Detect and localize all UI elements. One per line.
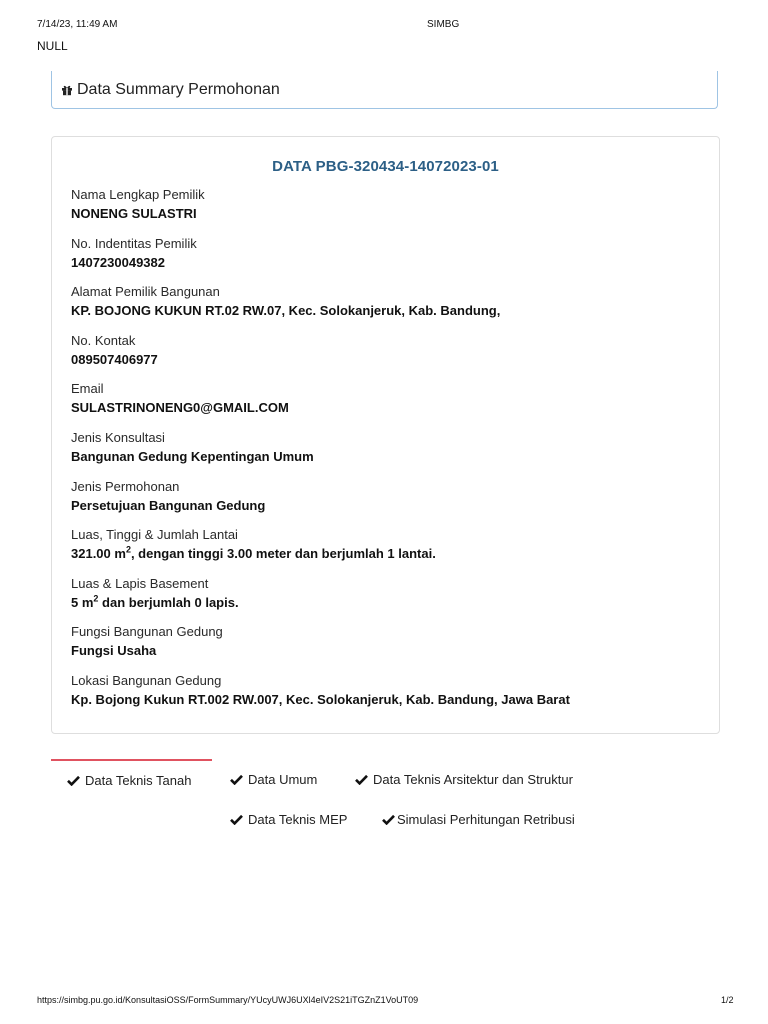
gift-icon bbox=[61, 84, 73, 96]
active-tab-indicator bbox=[51, 759, 212, 761]
summary-header bbox=[51, 71, 718, 109]
value-text: 5 m bbox=[71, 594, 94, 610]
field-area-height-floors bbox=[71, 525, 701, 574]
null-text: NULL bbox=[37, 39, 68, 53]
field-label: Luas, Tinggi & Jumlah Lantai bbox=[71, 527, 238, 543]
check-icon bbox=[382, 814, 395, 825]
field-label: Jenis Konsultasi bbox=[71, 429, 165, 445]
field-consultation-type bbox=[71, 428, 701, 477]
tab-label: Simulasi Perhitungan Retribusi bbox=[397, 812, 575, 827]
value-text: 321.00 m bbox=[71, 546, 126, 562]
summary-card bbox=[51, 136, 720, 734]
value-superscript: 2 bbox=[125, 544, 131, 555]
tab-label: Data Teknis Tanah bbox=[85, 773, 192, 788]
field-label: Nama Lengkap Pemilik bbox=[71, 187, 205, 202]
field-label: No. Kontak bbox=[71, 332, 136, 348]
field-value bbox=[71, 544, 701, 563]
field-label: Lokasi Bangunan Gedung bbox=[71, 672, 222, 688]
field-label: Jenis Permohonan bbox=[71, 478, 180, 494]
value-text: , dengan tinggi 3.00 meter dan berjumlah 1 lantai. bbox=[130, 546, 436, 562]
field-label: No. Indentitas Pemilik bbox=[71, 235, 197, 251]
field-label: Alamat Pemilik Bangunan bbox=[71, 284, 220, 300]
field-value bbox=[71, 593, 701, 612]
field-label: Email bbox=[71, 381, 104, 397]
field-value: SULASTRINONENG0@GMAIL.COM bbox=[71, 400, 289, 416]
field-owner-id bbox=[71, 234, 701, 283]
application-id-title: DATA PBG-320434-14072023-01 bbox=[272, 158, 499, 175]
field-value: 1407230049382 bbox=[71, 254, 165, 270]
field-value: Kp. Bojong Kukun RT.002 RW.007, Kec. Solokanjeruk, Kab. Bandung, Jawa Barat bbox=[71, 691, 570, 707]
print-page-title: SIMBG bbox=[427, 19, 460, 30]
field-label: Luas & Lapis Basement bbox=[71, 575, 209, 591]
field-building-location bbox=[71, 671, 701, 720]
check-icon bbox=[230, 774, 243, 785]
field-value: Fungsi Usaha bbox=[71, 643, 157, 659]
tab-data-teknis-arsitektur[interactable] bbox=[355, 772, 573, 787]
check-icon bbox=[230, 814, 243, 825]
field-list bbox=[71, 185, 701, 720]
field-contact bbox=[71, 331, 701, 380]
tab-label: Data Teknis MEP bbox=[248, 812, 348, 827]
tab-label: Data Teknis Arsitektur dan Struktur bbox=[373, 772, 573, 787]
field-value: NONENG SULASTRI bbox=[71, 206, 197, 221]
field-owner-name bbox=[71, 185, 701, 234]
tab-data-teknis-mep[interactable] bbox=[230, 812, 347, 827]
check-icon bbox=[67, 775, 80, 786]
value-superscript: 2 bbox=[93, 593, 99, 604]
tab-label: Data Umum bbox=[248, 772, 318, 787]
field-value: 089507406977 bbox=[71, 351, 158, 367]
field-label: Fungsi Bangunan Gedung bbox=[71, 624, 223, 640]
field-value: Bangunan Gedung Kepentingan Umum bbox=[71, 448, 314, 464]
summary-title: Data Summary Permohonan bbox=[77, 80, 280, 98]
field-value: Persetujuan Bangunan Gedung bbox=[71, 497, 266, 513]
tab-data-umum[interactable] bbox=[230, 772, 317, 787]
field-owner-address bbox=[71, 282, 701, 331]
field-email bbox=[71, 379, 701, 428]
check-icon bbox=[355, 774, 368, 785]
value-text: dan berjumlah 0 lapis. bbox=[98, 594, 239, 610]
field-value: KP. BOJONG KUKUN RT.02 RW.07, Kec. Solokanjeruk, Kab. Bandung, bbox=[71, 303, 501, 319]
field-basement bbox=[71, 574, 701, 623]
print-datetime: 7/14/23, 11:49 AM bbox=[37, 19, 118, 30]
tab-simulasi-retribusi[interactable] bbox=[382, 812, 575, 827]
print-footer-url: https://simbg.pu.go.id/KonsultasiOSS/FormSummary/YUcyUWJ6UXl4eIV2S21iTGZnZ1VoUT09 bbox=[37, 995, 419, 1005]
print-page-number: 1/2 bbox=[721, 995, 734, 1005]
field-building-function bbox=[71, 622, 701, 671]
tab-data-teknis-tanah[interactable] bbox=[67, 773, 191, 788]
field-application-type bbox=[71, 477, 701, 526]
